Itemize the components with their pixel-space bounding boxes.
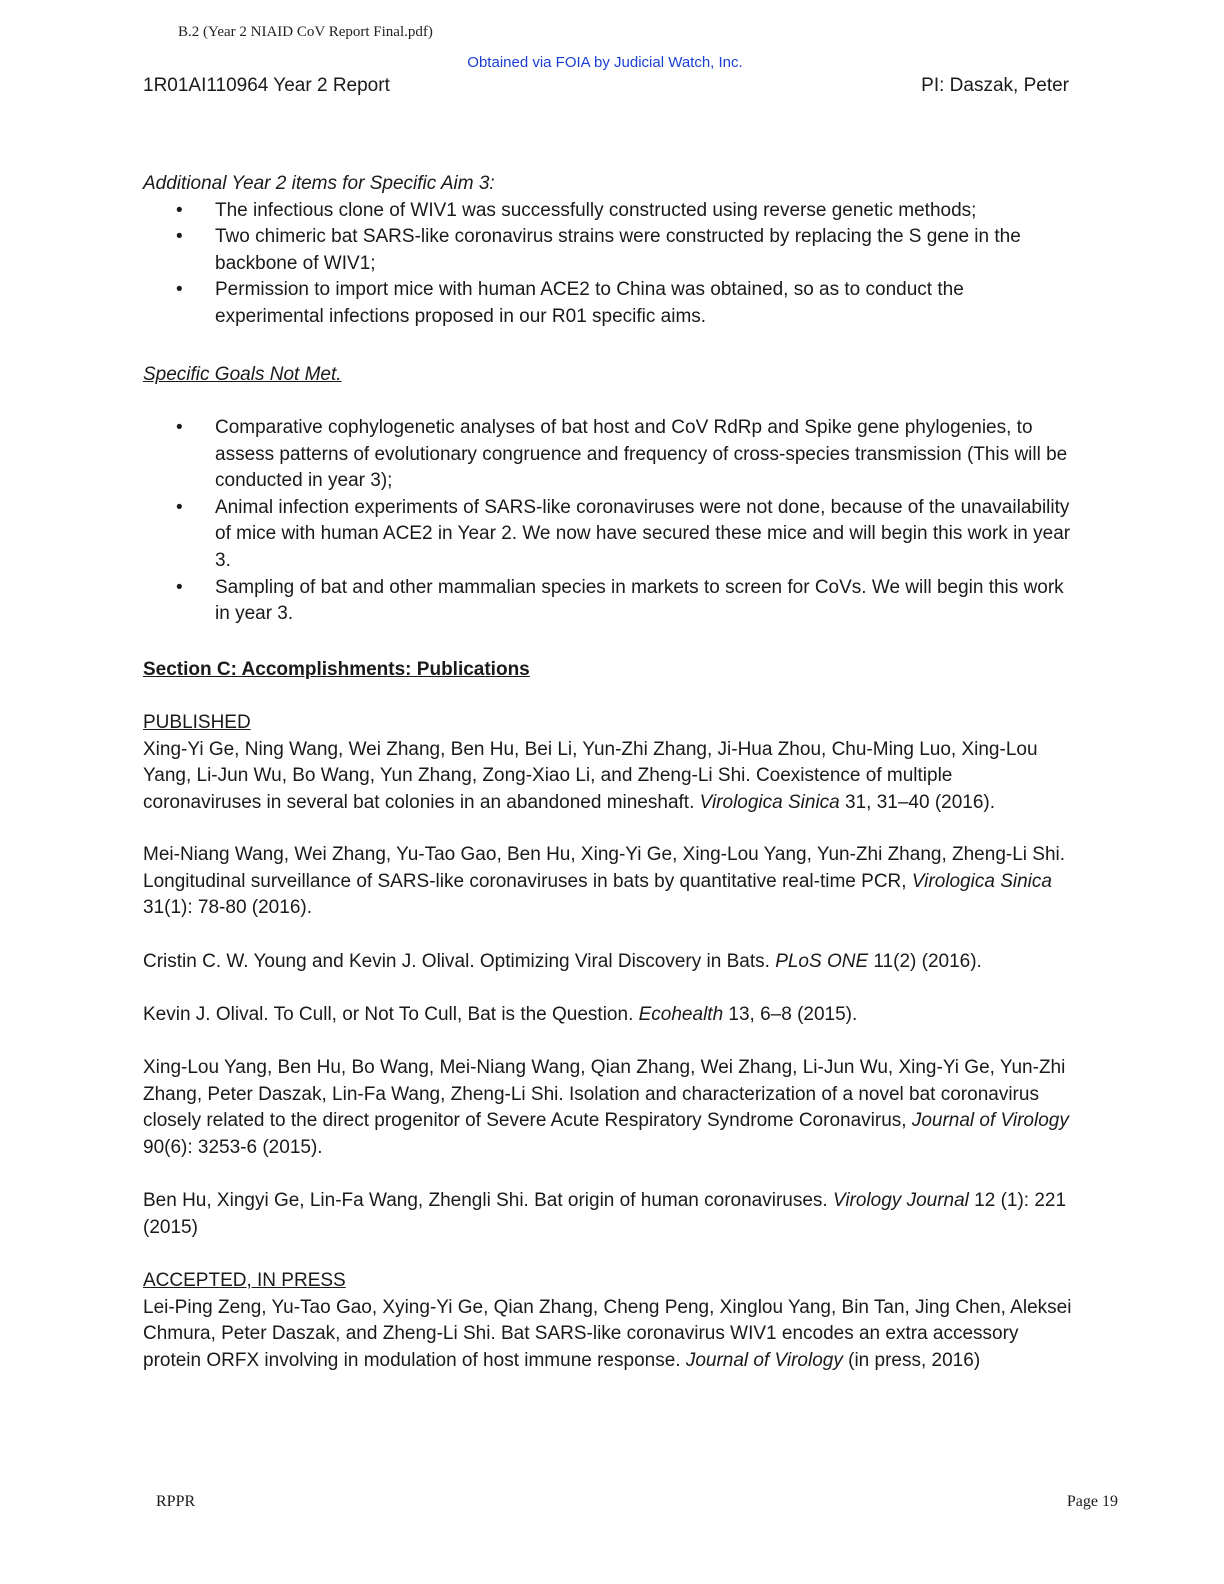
pi-header: PI: Daszak, Peter: [921, 75, 1069, 96]
goals-not-met-list: [143, 415, 1073, 628]
journal-name: Virologica Sinica: [911, 870, 1052, 892]
accepted-block: [143, 1268, 1073, 1374]
goals-not-met-item: • Comparative cophylogenetic analyses of bat host and CoV RdRp and Spike gene phylogenies, to assess patterns of evolutionary congruence and frequency of cross-species transmission (This will be conducted in year 3);: [143, 415, 1073, 495]
goals-not-met-section: [143, 415, 1073, 628]
journal-name: Journal of Virology: [685, 1349, 843, 1371]
accepted-label: ACCEPTED, IN PRESS: [143, 1270, 346, 1291]
publication-entry: Mei-Niang Wang, Wei Zhang, Yu-Tao Gao, Ben Hu, Xing-Yi Ge, Xing-Lou Yang, Yun-Zhi Zhang, Zheng-Li Shi. Longitudinal surveillance of SARS-like coronaviruses in bats by quantitative real-time PCR, Virologica Sinica 31(1): 78-80 (2016).: [143, 844, 1066, 919]
publication-entry-block: [143, 1055, 1073, 1161]
goals-not-met-heading: Specific Goals Not Met.: [143, 364, 342, 385]
publication-entry-block: [143, 842, 1073, 922]
aim3-section: [143, 171, 1073, 331]
journal-name: PLoS ONE: [775, 951, 869, 972]
journal-name: Virology Journal: [832, 1190, 969, 1211]
file-label: B.2 (Year 2 NIAID CoV Report Final.pdf): [178, 24, 433, 40]
publication-entry: Kevin J. Olival. To Cull, or Not To Cull, Bat is the Question. Ecohealth 13, 6–8 (2015).: [143, 1004, 858, 1025]
goals-not-met-item: • Sampling of bat and other mammalian species in markets to screen for CoVs. We will begin this work in year 3.: [143, 575, 1073, 628]
publication-entry: Xing-Lou Yang, Ben Hu, Bo Wang, Mei-Niang Wang, Qian Zhang, Wei Zhang, Li-Jun Wu, Xing-Yi Ge, Yun-Zhi Zhang, Peter Daszak, Lin-Fa Wang, Zheng-Li Shi. Isolation and characterization of a novel bat coronavirus closely related to the direct progenitor of Severe Acute Respiratory Syndrome Coronavirus, Journal of Virology 90(6): 3253-6 (2015).: [143, 1057, 1069, 1158]
footer-rppr: RPPR: [156, 1493, 196, 1510]
journal-name: Journal of Virology: [911, 1110, 1069, 1132]
aim3-heading: Additional Year 2 items for Specific Aim 3:: [143, 173, 495, 194]
aim3-item: • Two chimeric bat SARS-like coronavirus strains were constructed by replacing the S gene in the backbone of WIV1;: [143, 224, 1073, 277]
publication-entry: Lei-Ping Zeng, Yu-Tao Gao, Xying-Yi Ge, Qian Zhang, Cheng Peng, Xinglou Yang, Bin Tan, Jing Chen, Aleksei Chmura, Peter Daszak, and Zheng-Li Shi. Bat SARS-like coronavirus WIV1 encodes an extra accessory protein ORFX involving in modulation of host immune response. Journal of Virology (in press, 2016): [143, 1296, 1072, 1371]
published-block: [143, 710, 1073, 816]
publication-entry-block: [143, 949, 1073, 976]
section-c-heading-block: [143, 657, 1073, 684]
aim3-item: • Permission to import mice with human ACE2 to China was obtained, so as to conduct the experimental infections proposed in our R01 specific aims.: [143, 277, 1073, 330]
publication-entry-block: [143, 1188, 1073, 1241]
aim3-list: [143, 198, 1073, 331]
page-number: Page 19: [1066, 1493, 1118, 1510]
publication-entry: Cristin C. W. Young and Kevin J. Olival. Optimizing Viral Discovery in Bats. PLoS ONE 11(2) (2016).: [143, 951, 982, 972]
publication-entry-block: [143, 1002, 1073, 1029]
journal-name: Virologica Sinica: [699, 791, 840, 813]
goals-not-met-heading-block: [143, 362, 1073, 389]
journal-name: Ecohealth: [638, 1004, 724, 1025]
publication-entry: Xing-Yi Ge, Ning Wang, Wei Zhang, Ben Hu, Bei Li, Yun-Zhi Zhang, Ji-Hua Zhou, Chu-Ming Luo, Xing-Lou Yang, Li-Jun Wu, Bo Wang, Yun Zhang, Zong-Xiao Li, and Zheng-Li Shi. Coexistence of multiple coronaviruses in several bat colonies in an abandoned mineshaft. Virologica Sinica 31, 31–40 (2016).: [143, 738, 1038, 813]
aim3-item: • The infectious clone of WIV1 was successfully constructed using reverse genetic methods;: [143, 198, 1073, 225]
published-label: PUBLISHED: [143, 712, 251, 733]
report-id-header: 1R01AI110964 Year 2 Report: [143, 75, 390, 96]
section-c-heading: Section C: Accomplishments: Publications: [143, 659, 530, 680]
foia-watermark: Obtained via FOIA by Judicial Watch, Inc.: [467, 54, 743, 71]
goals-not-met-item: • Animal infection experiments of SARS-like coronaviruses were not done, because of the unavailability of mice with human ACE2 in Year 2. We now have secured these mice and will begin this work in year 3.: [143, 495, 1073, 575]
publication-entry: Ben Hu, Xingyi Ge, Lin-Fa Wang, Zhengli Shi. Bat origin of human coronaviruses. Virology Journal 12 (1): 221 (2015): [143, 1190, 1067, 1238]
